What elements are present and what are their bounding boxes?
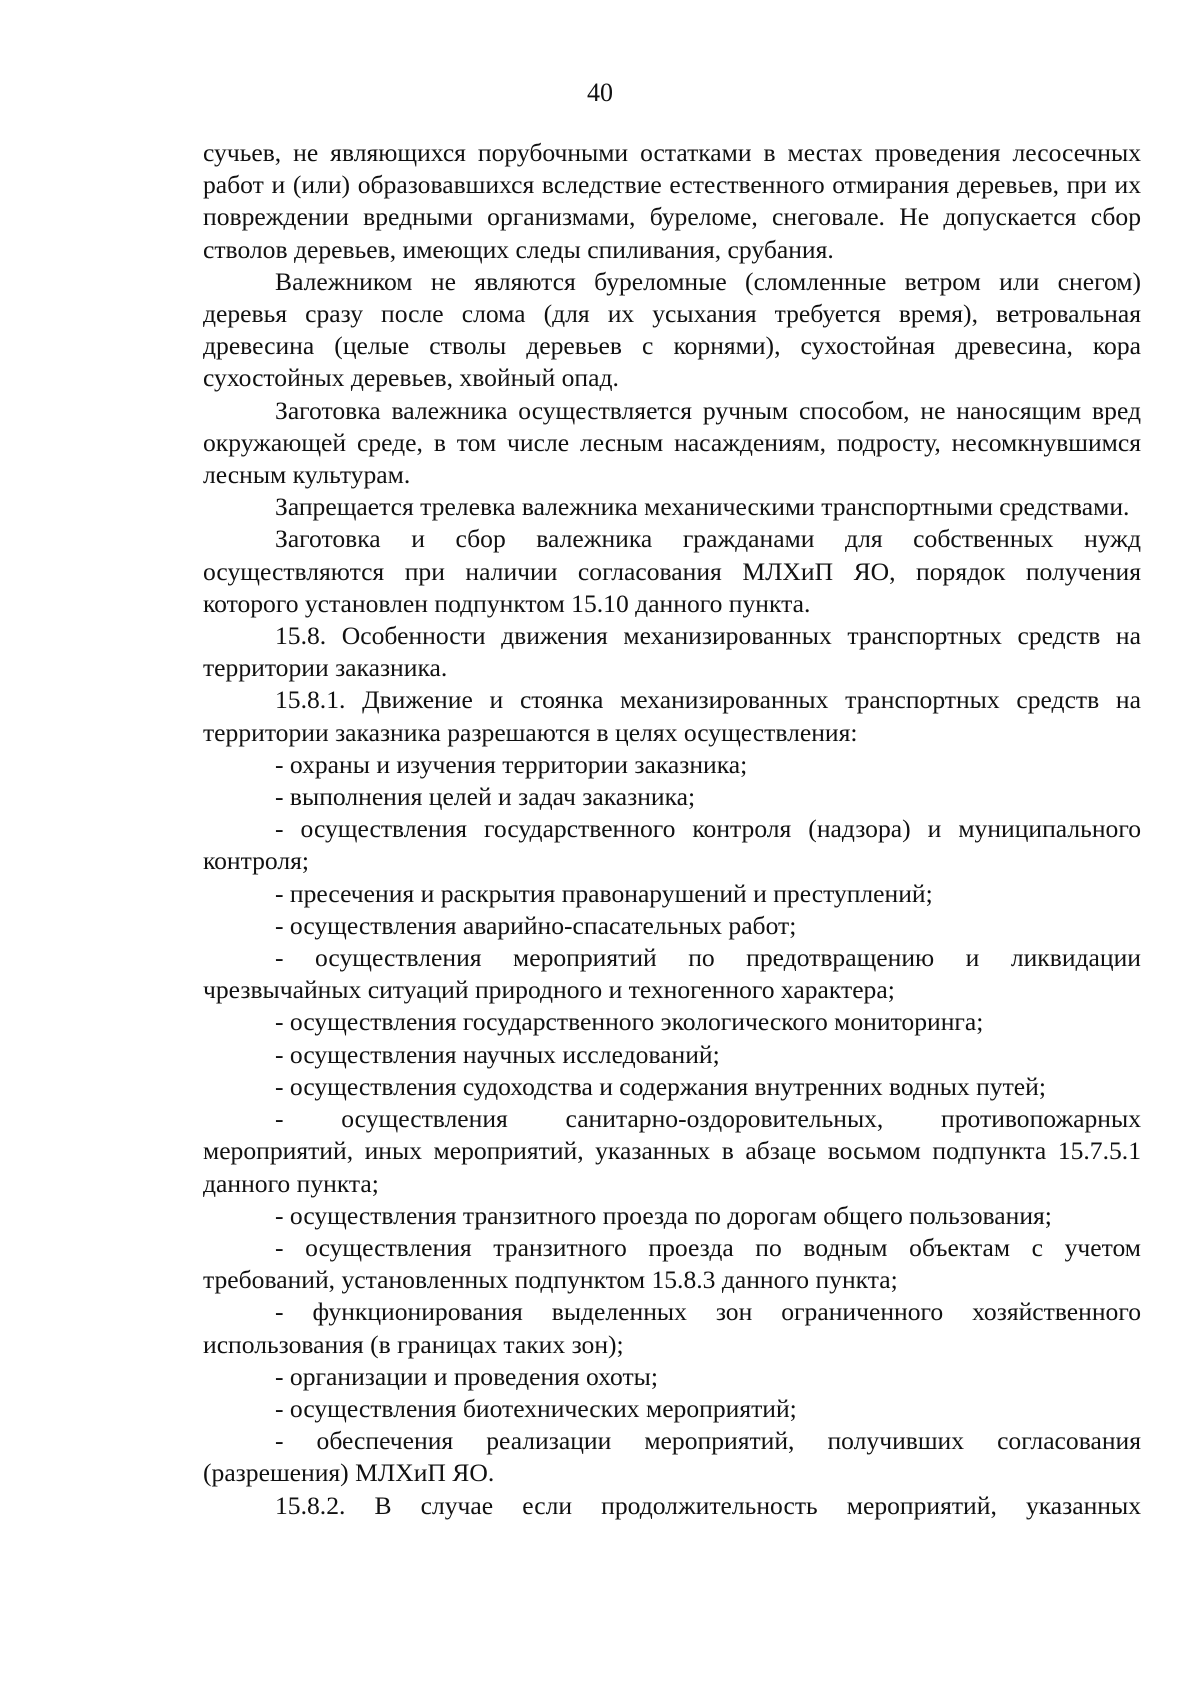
list-item: - обеспечения реализации мероприятий, получивших согласования (разрешения) МЛХиП ЯО. bbox=[203, 1426, 1141, 1488]
list-item: - осуществления мероприятий по предотвращению и ликвидации чрезвычайных ситуаций природного и техногенного характера; bbox=[203, 943, 1141, 1005]
list-item: - осуществления государственного экологического мониторинга; bbox=[275, 1007, 984, 1037]
paragraph: Заготовка и сбор валежника гражданами для собственных нужд осуществляются при наличии согласования МЛХиП ЯО, порядок получения которого установлен подпунктом 15.10 данного пункта. bbox=[203, 524, 1141, 618]
list-item: - осуществления санитарно-оздоровительных, противопожарных мероприятий, иных мероприятий, указанных в абзаце восьмом подпункта 15.7.5.1 данного пункта; bbox=[203, 1104, 1141, 1198]
paragraph: Заготовка валежника осуществляется ручным способом, не наносящим вред окружающей среде, в том числе лесным насаждениям, подросту, несомкнувшимся лесным культурам. bbox=[203, 395, 1141, 490]
paragraph: 15.8.2. В случае если продолжительность мероприятий, указанных bbox=[275, 1490, 1141, 1520]
paragraph: сучьев, не являющихся порубочными остатками в местах проведения лесосечных работ и (или) образовавшихся вследствие естественного отмирания деревьев, при их повреждении вредными организмами, буреломе, снеговале. Не допускается сбор стволов деревьев, имеющих следы спиливания, срубания. bbox=[203, 138, 1141, 264]
list-item: - осуществления научных исследований; bbox=[275, 1039, 720, 1069]
section-heading: 15.8. Особенности движения механизированных транспортных средств на территории заказника. bbox=[203, 621, 1141, 683]
list-item: - выполнения целей и задач заказника; bbox=[275, 782, 696, 812]
list-item: - осуществления государственного контроля (надзора) и муниципального контроля; bbox=[203, 814, 1141, 876]
list-item: - пресечения и раскрытия правонарушений и преступлений; bbox=[275, 878, 933, 908]
page-number: 40 bbox=[587, 78, 613, 107]
paragraph: 15.8.1. Движение и стоянка механизированных транспортных средств на территории заказника разрешаются в целях осуществления: bbox=[203, 685, 1141, 747]
list-item: - осуществления транзитного проезда по водным объектам с учетом требований, установленных подпунктом 15.8.3 данного пункта; bbox=[203, 1232, 1141, 1295]
paragraph: Валежником не являются буреломные (сломленные ветром или снегом) деревья сразу после слома (для их усыхания требуется время), ветровальная древесина (целые стволы деревьев с корнями), сухостойная древесина, кора сухостойных деревьев, хвойный опад. bbox=[203, 266, 1141, 393]
list-item: - организации и проведения охоты; bbox=[275, 1361, 658, 1391]
list-item: - охраны и изучения территории заказника; bbox=[275, 749, 748, 779]
paragraph: Запрещается трелевка валежника механическими транспортными средствами. bbox=[275, 492, 1130, 522]
list-item: - функционирования выделенных зон ограниченного хозяйственного использования (в границах таких зон); bbox=[203, 1297, 1141, 1359]
body-text bbox=[203, 137, 1141, 1522]
list-item: - осуществления судоходства и содержания внутренних водных путей; bbox=[275, 1071, 1046, 1101]
list-item: - осуществления аварийно-спасательных работ; bbox=[275, 910, 797, 940]
list-item: - осуществления транзитного проезда по дорогам общего пользования; bbox=[275, 1200, 1052, 1230]
list-item: - осуществления биотехнических мероприятий; bbox=[275, 1393, 797, 1423]
